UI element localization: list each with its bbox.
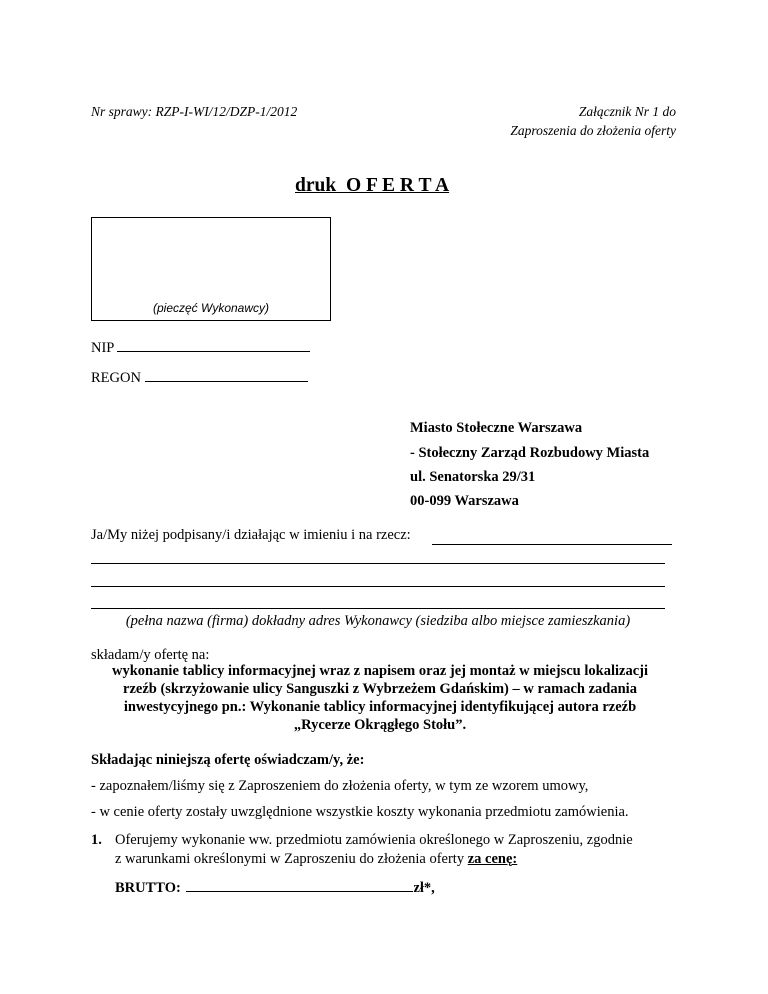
brutto-label: BRUTTO: xyxy=(115,880,181,896)
page-title: druk O F E R T A xyxy=(295,175,450,196)
stamp-caption: (pieczęć Wykonawcy) xyxy=(152,301,270,315)
regon-field xyxy=(91,370,308,387)
nip-blank-line[interactable] xyxy=(117,351,310,352)
declaration-blank-line-2[interactable] xyxy=(91,586,665,587)
point-1-price-emphasis: za cenę: xyxy=(467,851,518,867)
declaration-caption: (pełna nazwa (firma) dokładny adres Wykonawcy (siedziba albo miejsce zamieszkania) xyxy=(125,613,631,629)
statements-heading: Składając niniejszą ofertę oświadczam/y, że: xyxy=(91,752,365,768)
offer-subject-line-3: inwestycyjnego pn.: Wykonanie tablicy informacyjnej identyfikującej autora rzeźb xyxy=(123,699,637,715)
brutto-field xyxy=(115,880,435,897)
regon-blank-line[interactable] xyxy=(145,381,308,382)
offer-subject-line-4: „Rycerze Okrągłego Stołu”. xyxy=(293,717,467,733)
declaration-blank-line-1[interactable] xyxy=(91,563,665,564)
nip-field xyxy=(91,340,310,357)
point-1-line-2-text: z warunkami określonymi w Zaproszeniu do złożenia oferty xyxy=(115,851,465,867)
point-1-line-2 xyxy=(115,851,517,868)
offer-subject-line-1: wykonanie tablicy informacyjnej wraz z napisem oraz jej montaż w miejscu lokalizacji xyxy=(112,663,648,679)
recipient-line-4: 00-099 Warszawa xyxy=(410,493,519,509)
case-number: Nr sprawy: RZP-I-WI/12/DZP-1/2012 xyxy=(91,104,298,119)
statement-item-2: - w cenie oferty zostały uwzględnione wszystkie koszty wykonania przedmiotu zamówienia. xyxy=(91,804,629,820)
attachment-line-1: Załącznik Nr 1 do xyxy=(578,104,676,119)
point-1-number: 1. xyxy=(91,832,102,848)
recipient-line-2: - Stołeczny Zarząd Rozbudowy Miasta xyxy=(410,445,650,461)
brutto-blank-line[interactable] xyxy=(186,891,413,892)
brutto-unit: zł*, xyxy=(413,880,435,896)
point-1-line-1: Oferujemy wykonanie ww. przedmiotu zamówienia określonego w Zaproszeniu, zgodnie xyxy=(115,832,633,848)
contractor-stamp-box xyxy=(91,217,331,321)
offer-subject-line-2: rzeźb (skrzyżowanie ulicy Sanguszki z Wybrzeżem Gdańskim) – w ramach zadania xyxy=(123,681,637,697)
offer-lead: składam/y ofertę na: xyxy=(91,647,210,663)
statement-item-1: - zapoznałem/liśmy się z Zaproszeniem do złożenia oferty, w tym ze wzorem umowy, xyxy=(91,778,589,794)
attachment-line-2: Zaproszenia do złożenia oferty xyxy=(510,123,676,138)
declaration-blank-line-0[interactable] xyxy=(432,544,672,545)
declaration-blank-line-3[interactable] xyxy=(91,608,665,609)
recipient-line-3: ul. Senatorska 29/31 xyxy=(410,469,536,485)
nip-label: NIP xyxy=(91,340,114,356)
recipient-line-1: Miasto Stołeczne Warszawa xyxy=(410,420,583,436)
declaration-intro: Ja/My niżej podpisany/i działając w imieniu i na rzecz: xyxy=(91,527,411,543)
regon-label: REGON xyxy=(91,370,141,386)
